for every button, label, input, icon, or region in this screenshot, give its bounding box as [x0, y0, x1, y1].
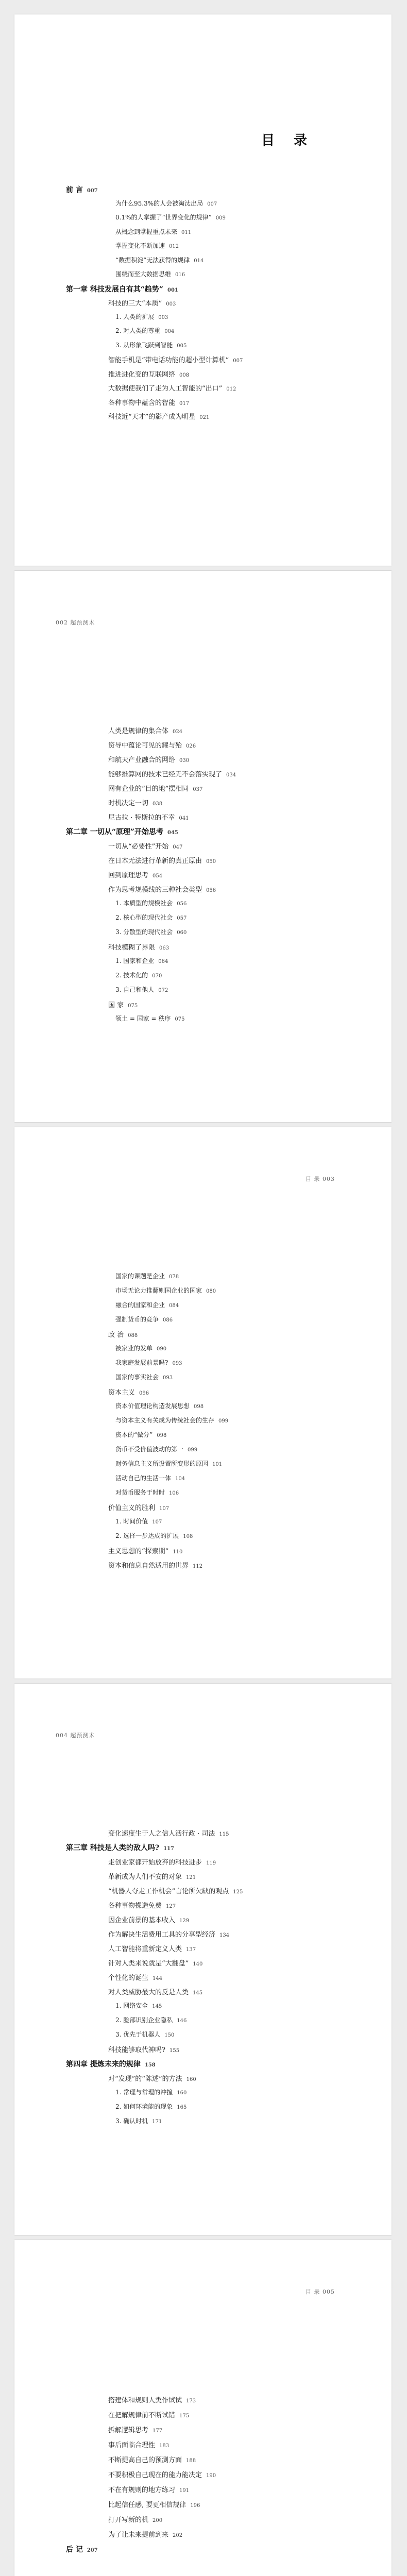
toc-entry-text: 一切从“必要性”开始 — [108, 843, 169, 851]
toc-section[interactable] — [108, 2484, 189, 2494]
toc-entry-text: 科技能够取代神吗? — [108, 2046, 165, 2054]
running-header: 002 超预测术 — [56, 619, 95, 626]
toc-page-number: 012 — [226, 386, 236, 392]
toc-entry-text: “数据积淀”无法获得的规律 — [115, 256, 190, 264]
toc-page-number: 155 — [169, 2048, 180, 2054]
running-header: 目 录 003 — [306, 1176, 335, 1182]
toc-subsection[interactable] — [115, 1300, 179, 1309]
toc-page-number: 014 — [194, 258, 204, 264]
toc-page-number: 099 — [188, 1447, 198, 1453]
toc-entry-text: 打开写新的机 — [108, 2516, 149, 2524]
toc-page-number: 004 — [164, 329, 175, 334]
toc-page-number: 056 — [206, 888, 216, 893]
toc-entry-text: 科技近“天才”的影产成为明星 — [108, 413, 196, 421]
toc-page-number: 056 — [177, 901, 187, 907]
toc-section[interactable] — [108, 1914, 189, 1924]
toc-page-number: 099 — [218, 1418, 229, 1424]
toc-page-number: 107 — [159, 1506, 169, 1512]
toc-entry-text: 市场无论力推翻则国企业的国家 — [115, 1287, 202, 1294]
toc-section[interactable] — [108, 870, 162, 879]
toc-subsection[interactable] — [115, 956, 168, 965]
toc-subsection[interactable] — [115, 326, 174, 335]
toc-entry-text: 尼古拉 · 特斯拉的不幸 — [108, 814, 175, 822]
toc-page-number: 121 — [186, 1875, 196, 1880]
toc-page-number: 115 — [219, 1832, 229, 1837]
toc-section[interactable] — [108, 369, 189, 379]
toc-section[interactable] — [108, 1828, 229, 1838]
toc-page-number: 145 — [152, 2004, 162, 2009]
toc-entry-text: 在把解规律前不断试错 — [108, 2412, 176, 2419]
toc-entry-text: 掌握变化不断加速 — [115, 242, 165, 249]
toc-entry-text: 1. 人类的扩展 — [115, 313, 155, 320]
toc-entry-text: 3. 从形象飞跃到智能 — [115, 341, 173, 349]
toc-page-number: 005 — [177, 343, 187, 349]
toc-entry-text: 人类是规律的集合体 — [108, 727, 169, 735]
toc-page-number: 196 — [190, 2503, 200, 2509]
toc-page-number: 086 — [163, 1317, 173, 1323]
toc-entry-text: 2. 脸部识别企业隐私 — [115, 2016, 173, 2024]
toc-subsection[interactable] — [115, 1459, 222, 1468]
toc-page-number: 017 — [179, 400, 190, 406]
toc-subsection[interactable] — [115, 1531, 193, 1540]
toc-entry-text: 对人类威胁最大的反是人类 — [108, 1989, 189, 1996]
toc-section[interactable] — [108, 2499, 200, 2509]
toc-entry-text: 2. 技术化的 — [115, 972, 148, 979]
toc-page-number: 098 — [157, 1433, 167, 1438]
toc-entry-text: 对货币服务于时时 — [115, 1489, 165, 1496]
toc-entry-text: 能够推算网的技术已经无不会落实现了 — [108, 771, 223, 778]
toc-page-number: 173 — [186, 2398, 196, 2404]
toc-page-number: 001 — [167, 287, 178, 293]
toc-page-number: 075 — [175, 1016, 185, 1022]
toc-section[interactable] — [108, 2454, 196, 2464]
toc-page-number: 145 — [193, 1990, 203, 1996]
toc-subsection[interactable] — [115, 985, 168, 994]
toc-entry-text: 智能手机是“带电话功能的超小型计算机” — [108, 357, 229, 364]
toc-entry-text: 1. 时间价值 — [115, 1518, 148, 1525]
toc-list — [14, 571, 392, 1122]
toc-entry-text: 科技模糊了界限 — [108, 944, 156, 952]
toc-section[interactable] — [108, 2529, 182, 2539]
toc-entry-text: 1. 本质型的规模社会 — [115, 900, 173, 907]
toc-section[interactable] — [108, 397, 189, 407]
toc-entry-text: 各种事物操造免费 — [108, 1902, 162, 1910]
toc-section[interactable] — [108, 383, 236, 393]
toc-page-number: 057 — [177, 916, 187, 921]
toc-section[interactable] — [108, 1857, 216, 1867]
toc-page-number: 034 — [226, 772, 236, 778]
toc-entry-text: 融合的国家和企业 — [115, 1301, 165, 1309]
toc-entry-text: 因企业前景的基本收入 — [108, 1917, 176, 1924]
toc-page-number: 075 — [128, 1003, 138, 1009]
toc-page-number: 060 — [177, 930, 187, 936]
toc-page-number: 144 — [152, 1976, 163, 1981]
toc-entry-text: 国 家 — [108, 1002, 124, 1009]
toc-entry-text: 事后面临合理性 — [108, 2442, 156, 2449]
toc-entry-text: 强制货币的竞争 — [115, 1316, 159, 1323]
toc-subsection[interactable] — [115, 213, 226, 222]
toc-page-number: 158 — [144, 2062, 156, 2068]
toc-section[interactable] — [108, 884, 216, 894]
toc-page-number: 021 — [199, 415, 210, 420]
toc-page-number: 112 — [193, 1564, 203, 1569]
toc-list — [14, 1684, 392, 2235]
toc-page-number: 007 — [207, 201, 217, 207]
toc-entry-text: 作为思考规模线的三种社会类型 — [108, 886, 202, 894]
running-header: 004 超预测术 — [56, 1732, 95, 1739]
toc-page-number: 063 — [159, 945, 169, 951]
toc-page-number: 207 — [87, 2548, 98, 2553]
toc-section[interactable] — [108, 1972, 162, 1982]
toc-entry-text: “机器人夺走工作机会”言论所欠缺的观点 — [108, 1888, 229, 1895]
toc-entry-text: 后 记 — [66, 2546, 83, 2554]
toc-subsection[interactable] — [115, 1430, 166, 1439]
toc-entry-text: 推进进化变的互联网络 — [108, 370, 176, 379]
toc-entry-text: 资本价值理论构造发展思想 — [115, 1402, 190, 1410]
toc-subsection[interactable] — [115, 227, 191, 236]
toc-page-number: 175 — [179, 2413, 190, 2419]
toc-entry-text: 作为解决生活费用工具的分享型经济 — [108, 1931, 216, 1939]
toc-entry-text: 3. 自己和他人 — [115, 986, 155, 993]
toc-section[interactable] — [108, 1871, 196, 1881]
toc-entry-text: 和航天产业融合的网络 — [108, 756, 176, 764]
toc-section[interactable] — [108, 2439, 169, 2449]
toc-chapter[interactable] — [66, 284, 178, 294]
toc-section[interactable] — [108, 1958, 202, 1968]
toc-entry-text: 国家的事实社会 — [115, 1374, 159, 1381]
toc-chapter[interactable] — [66, 1842, 174, 1853]
toc-entry-text: 在日本无法进行革新的真正原由 — [108, 857, 202, 865]
toc-entry-text: 财务信息主义所设置所变形的原因 — [115, 1460, 209, 1467]
toc-entry-text: 不在有规则的地方练习 — [108, 2486, 176, 2494]
toc-section[interactable] — [108, 2425, 162, 2434]
toc-section[interactable] — [108, 812, 189, 822]
toc-entry-text: 各种事物中蕴含的智能 — [108, 399, 176, 407]
toc-subsection[interactable] — [115, 2102, 186, 2111]
toc-page-number: 050 — [206, 859, 216, 865]
toc-section[interactable] — [108, 298, 176, 308]
toc-section[interactable] — [108, 2395, 196, 2404]
toc-subsection[interactable] — [115, 971, 162, 979]
toc-page-number: 008 — [179, 372, 190, 378]
toc-entry-text: 网有企业的“目的地”摆相同 — [108, 785, 189, 793]
toc-page-number: 093 — [163, 1375, 173, 1381]
toc-entry-text: 2. 选择一步达成的扩展 — [115, 1532, 179, 1539]
toc-subsection[interactable] — [115, 341, 186, 349]
toc-page-number: 104 — [175, 1476, 185, 1482]
toc-entry-text: 拆解逻辑思考 — [108, 2427, 149, 2434]
toc-page-number: 080 — [206, 1289, 216, 1294]
toc-subsection[interactable] — [115, 241, 179, 250]
toc-page-number: 090 — [157, 1346, 167, 1352]
toc-section[interactable] — [108, 769, 236, 778]
toc-subsection[interactable] — [115, 269, 185, 278]
toc-subsection[interactable] — [115, 899, 186, 907]
toc-page-number: 088 — [128, 1333, 138, 1338]
toc-page-number: 160 — [186, 2077, 196, 2082]
toc-entry-text: 为了让未来提前到来 — [108, 2531, 169, 2539]
toc-page-number: 037 — [193, 787, 203, 792]
toc-subsection[interactable] — [115, 1488, 179, 1497]
toc-section[interactable] — [108, 1900, 176, 1910]
toc-page-number: 140 — [193, 1961, 203, 1967]
toc-entry-text: 货币不受价值波动的第一 — [115, 1446, 184, 1453]
toc-entry-text: 人工智能将重新定义人类 — [108, 1945, 182, 1953]
toc-section[interactable] — [108, 1943, 196, 1953]
toc-entry-text: 围绕而至大数据思维 — [115, 270, 172, 278]
toc-page-number: 202 — [173, 2533, 183, 2538]
toc-entry-text: 被家业的发单 — [115, 1345, 153, 1352]
toc-section[interactable] — [108, 855, 216, 865]
toc-page — [14, 14, 392, 566]
toc-page-number: 003 — [166, 301, 176, 307]
toc-entry-text: 领土 = 国家 = 秩序 — [115, 1015, 171, 1022]
toc-section[interactable] — [108, 1560, 202, 1570]
toc-entry-text: 回到原理思考 — [108, 872, 149, 879]
toc-page-number: 041 — [179, 816, 189, 821]
running-header: 目 录 005 — [306, 2289, 335, 2295]
toc-page-number: 012 — [169, 244, 179, 249]
toc-page-number: 078 — [169, 1274, 179, 1280]
toc-entry-text: 变化速度生于人之信人活行政 · 司法 — [108, 1830, 215, 1838]
toc-page-number: 191 — [179, 2488, 190, 2494]
toc-subsection[interactable] — [115, 913, 186, 922]
toc-entry-text: 3. 优先于机器人 — [115, 2031, 161, 2038]
toc-entry-text: 政 治 — [108, 1331, 124, 1339]
toc-page-number: 165 — [177, 2105, 187, 2110]
toc-page-number: 137 — [186, 1947, 196, 1953]
toc-page-number: 011 — [181, 229, 192, 235]
toc-entry-text: 革新成为人们不安的对象 — [108, 1873, 182, 1881]
toc-entry-text: 第四章 提炼未来的规律 — [66, 2060, 141, 2069]
toc-page-number: 119 — [206, 1860, 216, 1866]
toc-list — [14, 14, 392, 566]
toc-page-number: 108 — [183, 1534, 193, 1539]
toc-subsection[interactable] — [115, 2015, 186, 2024]
toc-page-number: 016 — [175, 272, 185, 278]
toc-subsection[interactable] — [115, 927, 186, 936]
toc-entry-text: 1. 网络安全 — [115, 2002, 148, 2009]
toc-subsection[interactable] — [115, 1286, 216, 1295]
toc-entry-text: 2. 核心型的现代社会 — [115, 914, 173, 921]
toc-section[interactable] — [108, 841, 182, 851]
toc-entry-text: 2. 对人类的尊重 — [115, 327, 161, 334]
toc-page-number: 171 — [152, 2119, 162, 2125]
toc-page-number: 188 — [186, 2458, 196, 2464]
toc-page — [14, 1127, 392, 1679]
toc-entry-text: 3. 确认时机 — [115, 2117, 148, 2125]
toc-page-number: 106 — [169, 1490, 179, 1496]
toc-list — [14, 1127, 392, 1679]
toc-section[interactable] — [108, 783, 202, 793]
toc-section[interactable] — [108, 1502, 169, 1512]
toc-subsection[interactable] — [115, 199, 217, 208]
toc-entry-text: 第三章 科技是人类的敌人吗? — [66, 1844, 160, 1852]
toc-section[interactable] — [108, 1886, 243, 1895]
toc-section[interactable] — [108, 1329, 138, 1339]
toc-subsection[interactable] — [115, 1272, 179, 1280]
toc-page-number: 009 — [215, 215, 226, 221]
toc-entry-text: 活动自己的生活一体 — [115, 1475, 172, 1482]
toc-section[interactable] — [108, 411, 209, 421]
toc-page-number: 127 — [166, 1904, 176, 1909]
toc-page-number: 003 — [158, 314, 168, 320]
toc-entry-text: 第二章 一切从“原理”开始思考 — [66, 828, 163, 836]
toc-section[interactable] — [108, 1929, 229, 1939]
toc-page-number: 084 — [169, 1303, 179, 1309]
toc-subsection[interactable] — [115, 1315, 173, 1324]
toc-subsection[interactable] — [115, 1445, 197, 1453]
toc-entry-text: 与资本主义有关成为传统社会的生存 — [115, 1417, 215, 1424]
toc-entry-text: 资本主义 — [108, 1389, 135, 1397]
toc-page-number: 096 — [139, 1391, 149, 1396]
toc-entry-text: 资本的“做分” — [115, 1431, 153, 1438]
toc-chapter[interactable] — [66, 2059, 156, 2069]
toc-page-number: 129 — [179, 1918, 190, 1924]
toc-page-number: 064 — [158, 959, 168, 964]
toc-page-number: 038 — [152, 801, 163, 807]
toc-entry-text: 价值主义的胜利 — [108, 1504, 156, 1512]
toc-subsection[interactable] — [115, 256, 204, 264]
toc-page-number: 107 — [152, 1519, 162, 1525]
toc-section[interactable] — [108, 725, 182, 735]
toc-entry-text: 国家的课题是企业 — [115, 1273, 165, 1280]
toc-subsection[interactable] — [115, 2116, 162, 2125]
toc-entry-text: 不要积极自己现在的能力能决定 — [108, 2471, 202, 2479]
toc-entry-text: 走创业家都开始放弃的科技进步 — [108, 1859, 202, 1867]
toc-subsection[interactable] — [115, 1517, 162, 1526]
toc-entry-text: 大数据使我们了走为人工智能的“出口” — [108, 385, 223, 393]
toc-page-number: 177 — [152, 2428, 163, 2434]
toc-section[interactable] — [108, 798, 162, 807]
toc-page — [14, 571, 392, 1122]
toc-subsection[interactable] — [115, 1358, 182, 1367]
toc-page-number: 070 — [152, 973, 162, 979]
toc-page-number: 045 — [167, 830, 178, 836]
toc-page-number: 030 — [179, 758, 190, 764]
toc-page-number: 026 — [186, 743, 196, 749]
toc-section[interactable] — [108, 754, 189, 764]
toc-entry-text: 3. 分散型的现代社会 — [115, 928, 173, 936]
toc-page-number: 024 — [173, 729, 183, 735]
toc-subsection[interactable] — [115, 1473, 185, 1482]
toc-entry-text: 不断提高自己的预测方面 — [108, 2456, 182, 2464]
toc-entry-text: 主义思想的“探索期” — [108, 1548, 169, 1555]
toc-page-number: 183 — [159, 2443, 169, 2449]
toc-page-number: 101 — [212, 1462, 223, 1467]
toc-page-number: 007 — [233, 358, 243, 364]
toc-page-number: 160 — [177, 2090, 187, 2096]
toc-page-number: 110 — [173, 1549, 183, 1555]
toc-page-number: 117 — [163, 1846, 174, 1852]
toc-subsection[interactable] — [115, 1416, 228, 1425]
toc-page-number: 054 — [152, 873, 163, 879]
toc-section[interactable] — [108, 999, 138, 1009]
toc-section[interactable] — [108, 1546, 182, 1555]
toc-entry-text: 前 言 — [66, 186, 83, 194]
toc-entry-text: 比起信任感, 要更相信规律 — [108, 2501, 186, 2509]
toc-section[interactable] — [108, 942, 169, 952]
toc-section[interactable] — [108, 2469, 216, 2479]
toc-page-number: 190 — [206, 2473, 216, 2479]
toc-page-number: 200 — [152, 2518, 163, 2523]
toc-page-number: 093 — [172, 1361, 182, 1366]
toc-subsection[interactable] — [115, 1372, 173, 1381]
toc-subsection[interactable] — [115, 312, 168, 321]
toc-entry-text: 科技的三大“本质” — [108, 300, 162, 308]
toc-entry-text: 为什么95.3%的人会被淘汰出局 — [115, 199, 204, 207]
toc-chapter[interactable] — [66, 2544, 98, 2554]
toc-entry-text: 时机决定一切 — [108, 800, 149, 807]
toc-section[interactable] — [108, 354, 243, 364]
toc-page-number: 072 — [158, 988, 168, 993]
toc-entry-text: 针对人类来说就是“大翻盘” — [108, 1960, 189, 1968]
toc-entry-text: 从概念到掌握重点未来 — [115, 228, 178, 235]
toc-section[interactable] — [108, 2514, 162, 2524]
toc-entry-text: 我家庭发展前景吗? — [115, 1359, 168, 1366]
toc-chapter[interactable] — [66, 826, 178, 837]
toc-entry-text: 个性化的诞生 — [108, 1974, 149, 1982]
toc-entry-text: 1. 国家和企业 — [115, 957, 155, 964]
toc-entry-text: 第一章 科技发展自有其“趋势” — [66, 285, 163, 294]
toc-subsection[interactable] — [115, 2030, 174, 2039]
toc-page-number: 125 — [233, 1889, 243, 1895]
toc-page — [14, 1684, 392, 2235]
toc-subsection[interactable] — [115, 1401, 204, 1410]
toc-entry-text: 资本和信息自然适用的世界 — [108, 1562, 189, 1570]
toc-subsection[interactable] — [115, 1014, 184, 1023]
toc-page-number: 146 — [177, 2018, 187, 2024]
toc-entry-text: 资导中蕴论可见的耀与殆 — [108, 742, 182, 750]
toc-section[interactable] — [108, 2410, 189, 2419]
toc-subsection[interactable] — [115, 2001, 162, 2010]
toc-entry-text: 0.1%的人掌握了“世界变化的规律” — [115, 214, 212, 221]
toc-subsection[interactable] — [115, 2088, 186, 2096]
toc-page-number: 007 — [87, 188, 98, 194]
toc-section[interactable] — [108, 2073, 196, 2083]
toc-page-number: 134 — [219, 1933, 230, 1938]
toc-section[interactable] — [108, 2044, 179, 2054]
toc-list — [14, 2240, 392, 2576]
toc-entry-text: 对“发现”的“陈述”的方法 — [108, 2075, 182, 2083]
toc-page-number: 150 — [164, 2032, 175, 2038]
toc-entry-text: 搭建体和规则人类作试试 — [108, 2397, 182, 2404]
toc-subsection[interactable] — [115, 1344, 166, 1352]
toc-chapter[interactable] — [66, 184, 98, 195]
toc-section[interactable] — [108, 740, 196, 750]
toc-section[interactable] — [108, 1987, 202, 1996]
toc-entry-text: 2. 如何环境能的现象 — [115, 2103, 173, 2110]
toc-page-number: 098 — [194, 1404, 204, 1410]
toc-section[interactable] — [108, 1387, 149, 1397]
toc-entry-text: 1. 常理与常理的冲撞 — [115, 2089, 173, 2096]
toc-page — [14, 2240, 392, 2576]
toc-page-number: 047 — [173, 844, 183, 850]
toc-title: 目 录 — [261, 133, 314, 148]
